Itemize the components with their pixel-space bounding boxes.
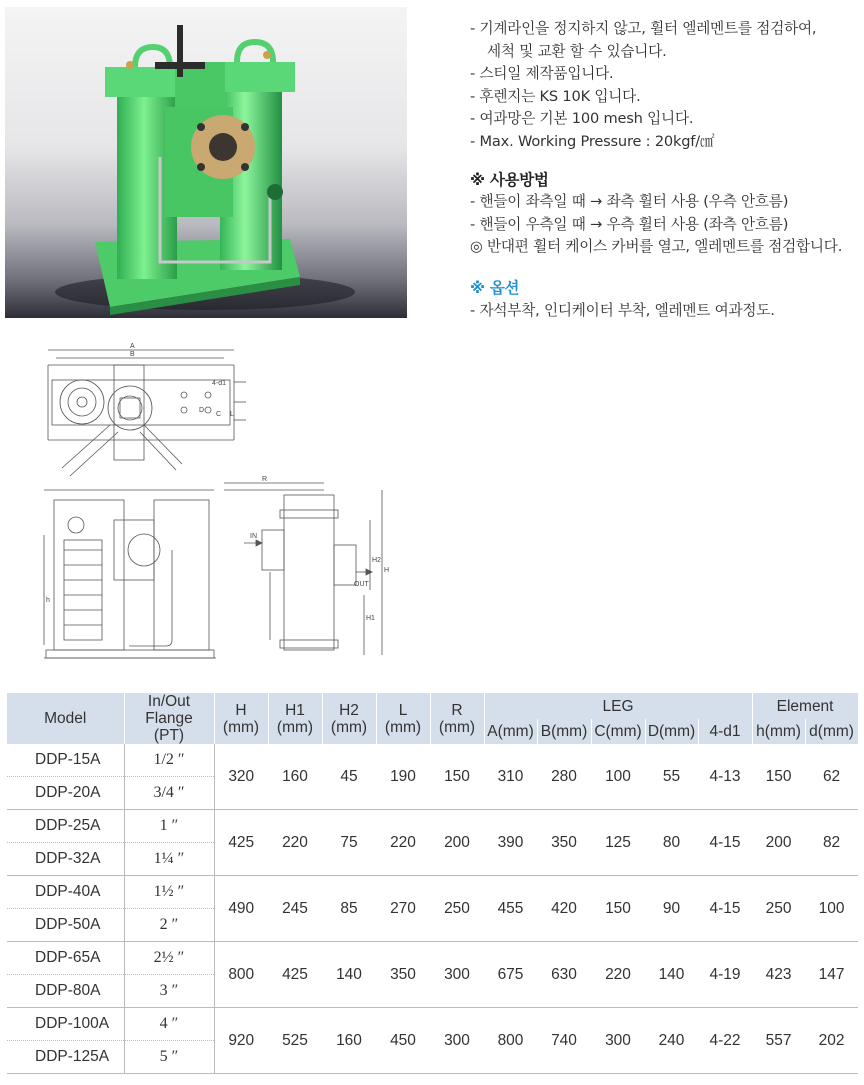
spec-line: - 스티일 제작품입니다. — [470, 65, 614, 83]
label-A: A — [130, 343, 135, 350]
spec-line: 세척 및 교환 할 수 있습니다. — [487, 42, 667, 60]
value-cell-D: 80 — [645, 810, 698, 876]
spec-line: - 후렌지는 KS 10K 입니다. — [470, 87, 641, 105]
header-H2: H2 (mm) — [322, 693, 376, 744]
value-cell-H: 920 — [214, 1008, 268, 1074]
value-cell-D: 55 — [645, 744, 698, 810]
flange-cell: 2 ″ — [124, 909, 214, 942]
value-cell-d: 147 — [805, 942, 858, 1008]
value-cell-A: 455 — [484, 876, 537, 942]
header-element: Element — [752, 693, 858, 719]
value-cell-h: 150 — [752, 744, 805, 810]
table-row — [7, 810, 858, 843]
header-leg-d1: 4-d1 — [698, 719, 752, 744]
value-cell-L: 450 — [376, 1008, 430, 1074]
value-cell-H: 320 — [214, 744, 268, 810]
dimension-drawing — [34, 340, 404, 670]
label-H2: H2 — [372, 557, 381, 564]
value-cell-d1: 4-13 — [698, 744, 752, 810]
dimension-table — [7, 693, 859, 1074]
flange-cell: 1/2 ″ — [124, 744, 214, 777]
value-cell-h: 250 — [752, 876, 805, 942]
value-cell-R: 150 — [430, 744, 484, 810]
table-row — [7, 744, 858, 777]
header-leg-B: B(mm) — [537, 719, 591, 744]
flange-cell: 5 ″ — [124, 1041, 214, 1074]
model-cell: DDP-50A — [7, 909, 124, 942]
value-cell-d1: 4-19 — [698, 942, 752, 1008]
model-cell: DDP-100A — [7, 1008, 124, 1041]
value-cell-d: 100 — [805, 876, 858, 942]
usage-heading: ※ 사용방법 — [470, 170, 549, 189]
value-cell-H2: 85 — [322, 876, 376, 942]
value-cell-L: 220 — [376, 810, 430, 876]
flange-cell: 1¼ ″ — [124, 843, 214, 876]
value-cell-C: 100 — [591, 744, 645, 810]
value-cell-H1: 525 — [268, 1008, 322, 1074]
label-4-d1: 4-d1 — [212, 380, 227, 387]
value-cell-d: 202 — [805, 1008, 858, 1074]
value-cell-d1: 4-15 — [698, 876, 752, 942]
value-cell-d: 82 — [805, 810, 858, 876]
value-cell-H1: 220 — [268, 810, 322, 876]
value-cell-D: 140 — [645, 942, 698, 1008]
label-IN: IN — [250, 533, 257, 540]
value-cell-B: 280 — [537, 744, 591, 810]
value-cell-L: 350 — [376, 942, 430, 1008]
flange-cell: 1 ″ — [124, 810, 214, 843]
value-cell-H2: 140 — [322, 942, 376, 1008]
option-line: - 자석부착, 인디케이터 부착, 엘레멘트 여과정도. — [470, 301, 775, 319]
value-cell-B: 740 — [537, 1008, 591, 1074]
value-cell-H: 800 — [214, 942, 268, 1008]
value-cell-L: 190 — [376, 744, 430, 810]
value-cell-R: 300 — [430, 942, 484, 1008]
value-cell-C: 150 — [591, 876, 645, 942]
value-cell-h: 423 — [752, 942, 805, 1008]
flange-cell: 4 ″ — [124, 1008, 214, 1041]
value-cell-H2: 75 — [322, 810, 376, 876]
model-cell: DDP-125A — [7, 1041, 124, 1074]
value-cell-d1: 4-15 — [698, 810, 752, 876]
usage-line: - 핸들이 좌측일 때 → 좌측 휠터 사용 (우측 안흐름) — [470, 193, 789, 211]
label-L: L — [230, 411, 234, 418]
flange-cell: 3/4 ″ — [124, 777, 214, 810]
model-cell: DDP-65A — [7, 942, 124, 975]
side-view-drawing — [224, 483, 382, 655]
header-model: Model — [7, 693, 124, 744]
value-cell-h: 557 — [752, 1008, 805, 1074]
label-OUT: OUT — [354, 581, 369, 588]
flange-cell: 2½ ″ — [124, 942, 214, 975]
value-cell-C: 300 — [591, 1008, 645, 1074]
label-H1: H1 — [366, 615, 375, 622]
value-cell-B: 420 — [537, 876, 591, 942]
header-element-h: h(mm) — [752, 719, 805, 744]
header-leg: LEG — [484, 693, 752, 719]
duplex-filter-illustration — [5, 7, 407, 318]
option-heading: ※ 옵션 — [470, 278, 520, 297]
header-L: L (mm) — [376, 693, 430, 744]
model-cell: DDP-32A — [7, 843, 124, 876]
value-cell-R: 300 — [430, 1008, 484, 1074]
header-element-d: d(mm) — [805, 719, 858, 744]
usage-line: - 핸들이 우측일 때 → 우측 휠터 사용 (좌측 안흐름) — [470, 215, 789, 233]
model-cell: DDP-25A — [7, 810, 124, 843]
value-cell-h: 200 — [752, 810, 805, 876]
value-cell-B: 350 — [537, 810, 591, 876]
value-cell-D: 240 — [645, 1008, 698, 1074]
header-leg-D: D(mm) — [645, 719, 698, 744]
front-view-drawing — [44, 490, 216, 658]
header-leg-A: A(mm) — [484, 719, 537, 744]
label-R: R — [262, 476, 268, 483]
model-cell: DDP-40A — [7, 876, 124, 909]
header-flange: In/Out Flange (PT) — [124, 693, 214, 744]
label-C: C — [216, 411, 222, 418]
label-B: B — [130, 351, 135, 358]
value-cell-H: 490 — [214, 876, 268, 942]
value-cell-L: 270 — [376, 876, 430, 942]
table-row — [7, 942, 858, 975]
value-cell-H1: 425 — [268, 942, 322, 1008]
model-cell: DDP-20A — [7, 777, 124, 810]
value-cell-H2: 45 — [322, 744, 376, 810]
table-row — [7, 876, 858, 909]
technical-drawings — [34, 340, 404, 670]
table-body — [7, 744, 858, 1074]
flange-cell: 1½ ″ — [124, 876, 214, 909]
value-cell-H1: 245 — [268, 876, 322, 942]
value-cell-d1: 4-22 — [698, 1008, 752, 1074]
value-cell-A: 390 — [484, 810, 537, 876]
value-cell-D: 90 — [645, 876, 698, 942]
value-cell-H2: 160 — [322, 1008, 376, 1074]
spec-line: - 기계라인을 정지하지 않고, 휠터 엘레멘트를 점검하여, — [470, 20, 817, 37]
value-cell-R: 250 — [430, 876, 484, 942]
usage-line: ◎ 반대편 휠터 케이스 카버를 열고, 엘레멘트를 점검합니다. — [470, 238, 843, 256]
value-cell-d: 62 — [805, 744, 858, 810]
header-H1: H1 (mm) — [268, 693, 322, 744]
table-row — [7, 1008, 858, 1041]
spec-line: - Max. Working Pressure : 20kgf/㎠ — [470, 132, 715, 150]
label-H: H — [384, 567, 390, 574]
value-cell-C: 125 — [591, 810, 645, 876]
product-photo — [5, 7, 407, 318]
model-cell: DDP-15A — [7, 744, 124, 777]
value-cell-B: 630 — [537, 942, 591, 1008]
spec-line: - 여과망은 기본 100 mesh 입니다. — [470, 110, 694, 128]
flange-cell: 3 ″ — [124, 975, 214, 1008]
value-cell-A: 310 — [484, 744, 537, 810]
value-cell-H: 425 — [214, 810, 268, 876]
header-H: H (mm) — [214, 693, 268, 744]
model-cell: DDP-80A — [7, 975, 124, 1008]
label-h: h — [46, 597, 50, 604]
value-cell-A: 675 — [484, 942, 537, 1008]
header-R: R (mm) — [430, 693, 484, 744]
label-D: D — [199, 407, 205, 414]
value-cell-H1: 160 — [268, 744, 322, 810]
value-cell-C: 220 — [591, 942, 645, 1008]
value-cell-R: 200 — [430, 810, 484, 876]
header-leg-C: C(mm) — [591, 719, 645, 744]
value-cell-A: 800 — [484, 1008, 537, 1074]
spec-text-block — [470, 18, 862, 322]
